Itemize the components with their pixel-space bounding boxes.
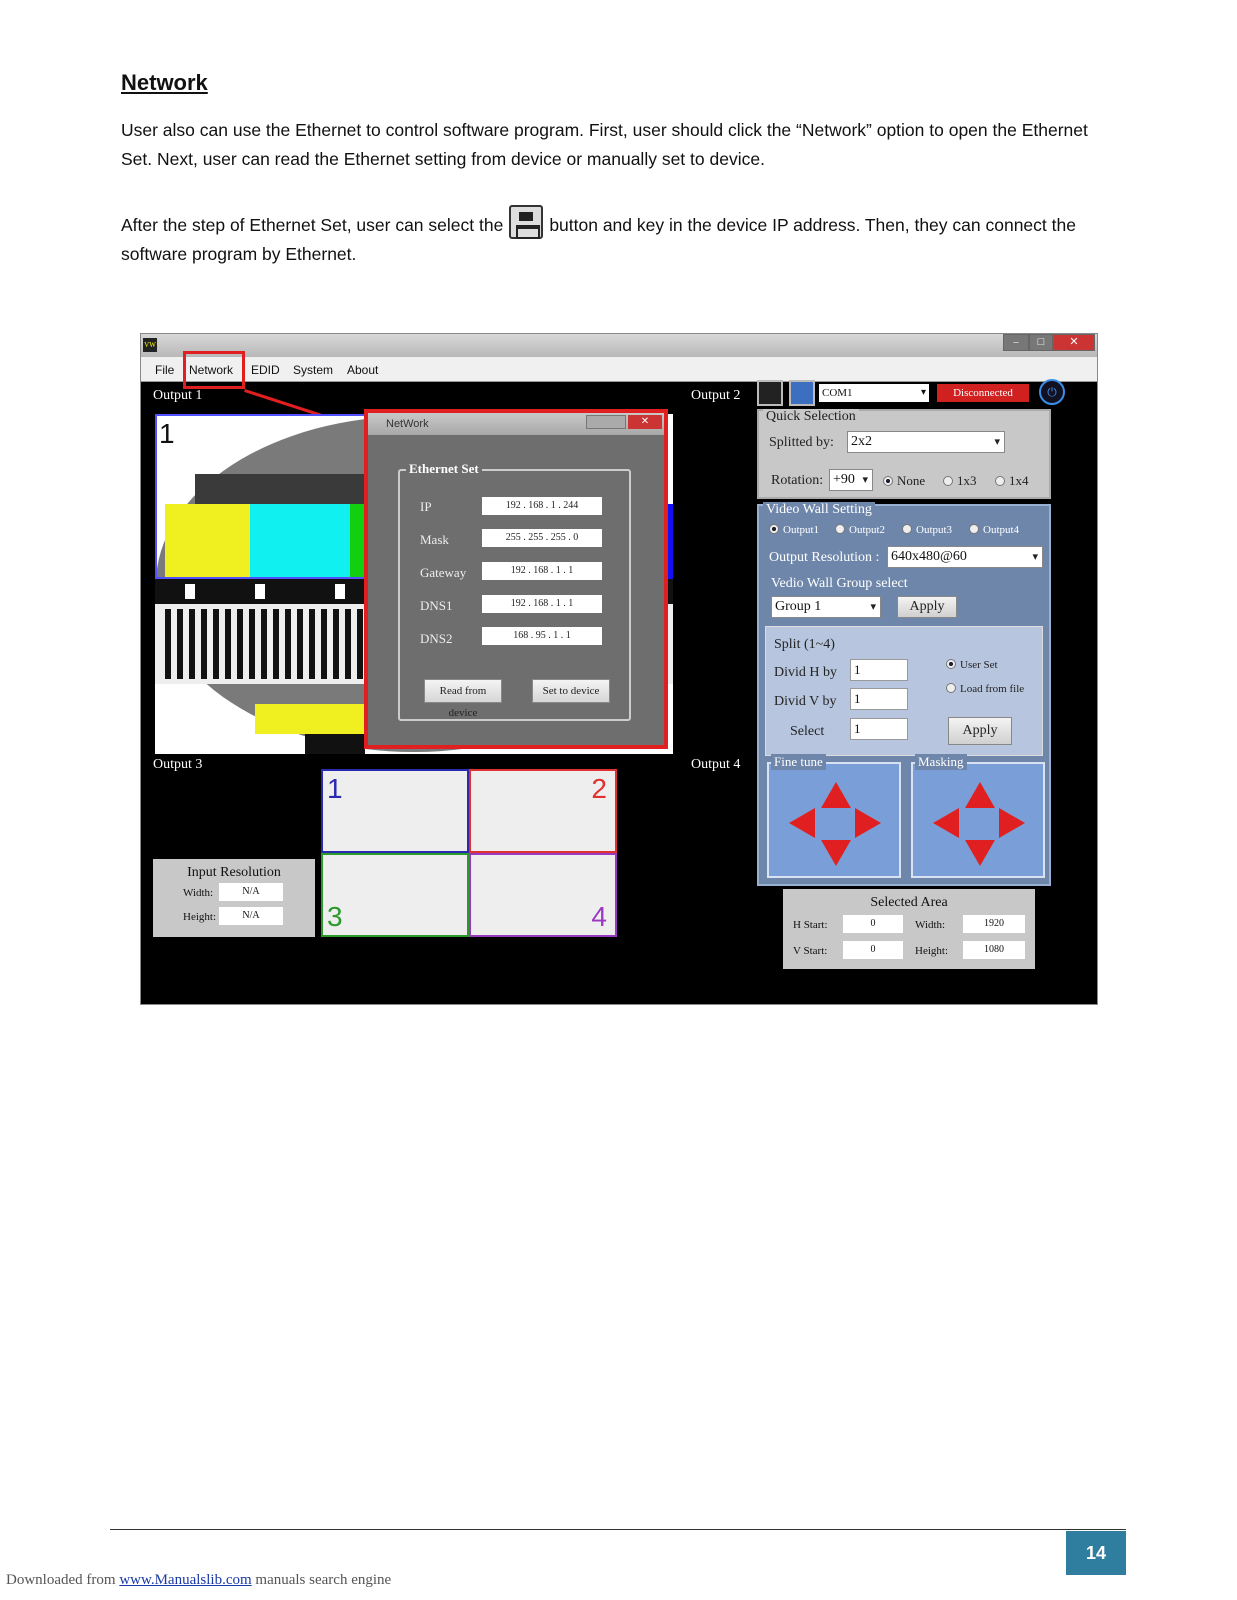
input-width-value: N/A <box>219 883 283 901</box>
ip-field[interactable]: 192 . 168 . 1 . 244 <box>482 497 602 515</box>
radio-dot-icon <box>943 476 953 486</box>
select-input[interactable]: 1 <box>850 718 908 740</box>
app-screenshot <box>140 333 1098 1005</box>
vstart-label: V Start: <box>793 945 828 957</box>
rotation-1x4-radio[interactable] <box>995 473 1029 489</box>
network-dialog <box>364 409 668 749</box>
output4-radio[interactable] <box>969 524 1019 536</box>
radio-dot-icon <box>946 683 956 693</box>
load-file-radio[interactable] <box>946 683 1024 695</box>
output2-label: Output 2 <box>691 388 741 403</box>
rotation-1x4-label: 1x4 <box>1009 473 1029 488</box>
input-width-label: Width: <box>183 887 214 899</box>
ethernet-paragraph <box>121 205 1121 269</box>
radio-dot-icon <box>835 524 845 534</box>
mask-field[interactable]: 255 . 255 . 255 . 0 <box>482 529 602 547</box>
dialog-minmax-buttons[interactable] <box>586 415 626 429</box>
load-file-label: Load from file <box>960 683 1025 695</box>
input-height-value: N/A <box>219 907 283 925</box>
selected-area-title: Selected Area <box>870 895 948 910</box>
connection-status-badge[interactable]: Disconnected <box>937 384 1029 402</box>
wall-cell-3[interactable] <box>321 853 469 937</box>
video-wall-grid[interactable] <box>321 769 617 937</box>
dns1-label: DNS1 <box>420 598 453 613</box>
group-select-label: Vedio Wall Group select <box>771 576 908 591</box>
width-label: Width: <box>915 919 946 931</box>
menu-file[interactable]: File <box>155 363 175 377</box>
masking-left-icon[interactable] <box>933 808 959 838</box>
ethernet-connect-icon <box>509 205 543 239</box>
menu-bar <box>141 357 1098 382</box>
power-icon[interactable]: ⏻ <box>1039 379 1065 405</box>
menu-system[interactable]: System <box>293 363 334 377</box>
input-height-label: Height: <box>183 911 216 923</box>
fine-tune-left-icon[interactable] <box>789 808 815 838</box>
video-wall-title: Video Wall Setting <box>763 502 875 518</box>
split-title: Split (1~4) <box>774 637 835 652</box>
input-resolution-title: Input Resolution <box>187 865 281 880</box>
group-select[interactable]: Group 1 ▾ <box>771 596 881 618</box>
fine-tune-up-icon[interactable] <box>821 782 851 808</box>
output-resolution-label: Output Resolution : <box>769 550 880 565</box>
hstart-value[interactable]: 0 <box>843 915 903 933</box>
input-resolution-panel <box>153 859 315 937</box>
rotation-none-radio[interactable] <box>883 473 925 489</box>
output3-radio-label: Output3 <box>916 524 953 536</box>
wall-cell-4[interactable] <box>469 853 617 937</box>
video-wall-setting-panel <box>757 504 1051 886</box>
menu-network[interactable]: Network <box>189 363 234 377</box>
intro-paragraph: User also can use the Ethernet to control software program. First, user should click the “Network” option to open the Ethernet Set. Next, user can read the Ethernet setting from device or manually set to device. <box>121 120 1088 169</box>
dialog-title: NetWork <box>386 418 429 430</box>
masking-up-icon[interactable] <box>965 782 995 808</box>
set-to-device-button[interactable]: Set to device <box>532 679 610 703</box>
rotation-1x3-label: 1x3 <box>957 473 977 488</box>
radio-dot-icon <box>946 659 956 669</box>
rotation-1x3-radio[interactable] <box>943 473 977 489</box>
quick-selection-panel <box>757 409 1051 499</box>
output4-label: Output 4 <box>691 757 741 772</box>
para2-after: button and key in the device IP address. Then, they can connect the software program by Ethernet. <box>121 215 1076 264</box>
wall-cell-2-label: 2 <box>591 773 607 804</box>
width-value[interactable]: 1920 <box>963 915 1025 933</box>
output1-label: Output 1 <box>153 388 203 403</box>
split-apply-button[interactable]: Apply <box>948 717 1012 745</box>
dialog-titlebar <box>368 413 664 435</box>
quick-selection-title: Quick Selection <box>763 409 859 425</box>
output1-radio[interactable] <box>769 524 819 536</box>
output3-radio[interactable] <box>902 524 952 536</box>
select-label: Select <box>790 724 825 739</box>
rotation-select[interactable]: +90 ▾ <box>829 469 873 491</box>
wall-cell-3-label: 3 <box>327 901 343 932</box>
dns2-label: DNS2 <box>420 631 453 646</box>
height-value[interactable]: 1080 <box>963 941 1025 959</box>
footer-rule <box>110 1529 1126 1530</box>
fine-tune-pad[interactable] <box>767 754 901 878</box>
close-button[interactable]: ✕ <box>1053 334 1095 351</box>
hstart-label: H Start: <box>793 919 828 931</box>
masking-title: Masking <box>915 754 967 770</box>
maximize-button[interactable]: □ <box>1029 334 1053 351</box>
page-number: 14 <box>1066 1531 1126 1575</box>
ethernet-set-group <box>398 461 631 721</box>
group-apply-button[interactable]: Apply <box>897 596 957 618</box>
vstart-value[interactable]: 0 <box>843 941 903 959</box>
rotation-none-label: None <box>897 473 926 488</box>
wall-cell-1-label: 1 <box>327 773 343 804</box>
section-heading: Network <box>121 70 208 95</box>
dns1-field[interactable]: 192 . 168 . 1 . 1 <box>482 595 602 613</box>
menu-about[interactable]: About <box>347 363 379 377</box>
split-by-select[interactable]: 2x2 ▾ <box>847 431 1005 453</box>
height-label: Height: <box>915 945 948 957</box>
wall-cell-4-label: 4 <box>591 901 607 932</box>
fine-tune-down-icon[interactable] <box>821 840 851 866</box>
gateway-field[interactable]: 192 . 168 . 1 . 1 <box>482 562 602 580</box>
download-footer <box>6 1572 391 1589</box>
manualslib-link[interactable]: www.Manualslib.com <box>119 1572 252 1588</box>
minimize-button[interactable]: – <box>1003 334 1029 351</box>
ethernet-connect-button[interactable] <box>757 380 783 406</box>
dialog-close-button[interactable]: ✕ <box>628 415 662 429</box>
dns2-field[interactable]: 168 . 95 . 1 . 1 <box>482 627 602 645</box>
com-port-select[interactable]: COM1 ▾ <box>819 384 929 402</box>
output1-number: 1 <box>159 418 175 449</box>
output2-radio[interactable] <box>835 524 885 536</box>
output3-label: Output 3 <box>153 757 203 772</box>
output4-radio-label: Output4 <box>983 524 1020 536</box>
radio-dot-icon <box>883 476 893 486</box>
fine-tune-right-icon[interactable] <box>855 808 881 838</box>
window-titlebar <box>141 334 1098 357</box>
app-logo-icon: VW <box>143 338 157 352</box>
user-set-label: User Set <box>960 659 998 671</box>
wall-cell-1[interactable] <box>321 769 469 853</box>
divid-v-label: Divid V by <box>774 694 837 709</box>
masking-pad[interactable] <box>911 754 1045 878</box>
radio-dot-icon <box>902 524 912 534</box>
wall-cell-2[interactable] <box>469 769 617 853</box>
radio-dot-icon <box>995 476 1005 486</box>
selected-area-panel <box>783 889 1035 969</box>
masking-down-icon[interactable] <box>965 840 995 866</box>
radio-dot-icon <box>969 524 979 534</box>
split-by-label: Splitted by: <box>769 435 834 450</box>
rotation-label: Rotation: <box>771 473 824 488</box>
output2-radio-label: Output2 <box>849 524 886 536</box>
ethernet-set-title: Ethernet Set <box>406 461 482 477</box>
gateway-label: Gateway <box>420 565 467 580</box>
split-group <box>765 626 1043 756</box>
output-resolution-select[interactable]: 640x480@60 ▾ <box>887 546 1043 568</box>
masking-right-icon[interactable] <box>999 808 1025 838</box>
para2-before: After the step of Ethernet Set, user can select the <box>121 215 504 235</box>
mask-label: Mask <box>420 532 449 547</box>
fine-tune-title: Fine tune <box>771 754 826 770</box>
divid-h-input[interactable]: 1 <box>850 659 908 681</box>
divid-v-input[interactable]: 1 <box>850 688 908 710</box>
output1-radio-label: Output1 <box>783 524 820 536</box>
serial-port-button[interactable] <box>789 380 815 406</box>
radio-dot-icon <box>769 524 779 534</box>
footer-suffix: manuals search engine <box>251 1572 392 1588</box>
user-set-radio[interactable] <box>946 659 998 671</box>
footer-prefix: Downloaded from <box>6 1572 120 1588</box>
ip-label: IP <box>420 499 432 514</box>
divid-h-label: Divid H by <box>774 665 837 680</box>
read-from-device-button[interactable]: Read from device <box>424 679 502 703</box>
network-menu-highlight <box>183 351 245 389</box>
menu-edid[interactable]: EDID <box>251 363 280 377</box>
output1-selection-frame <box>155 414 369 579</box>
